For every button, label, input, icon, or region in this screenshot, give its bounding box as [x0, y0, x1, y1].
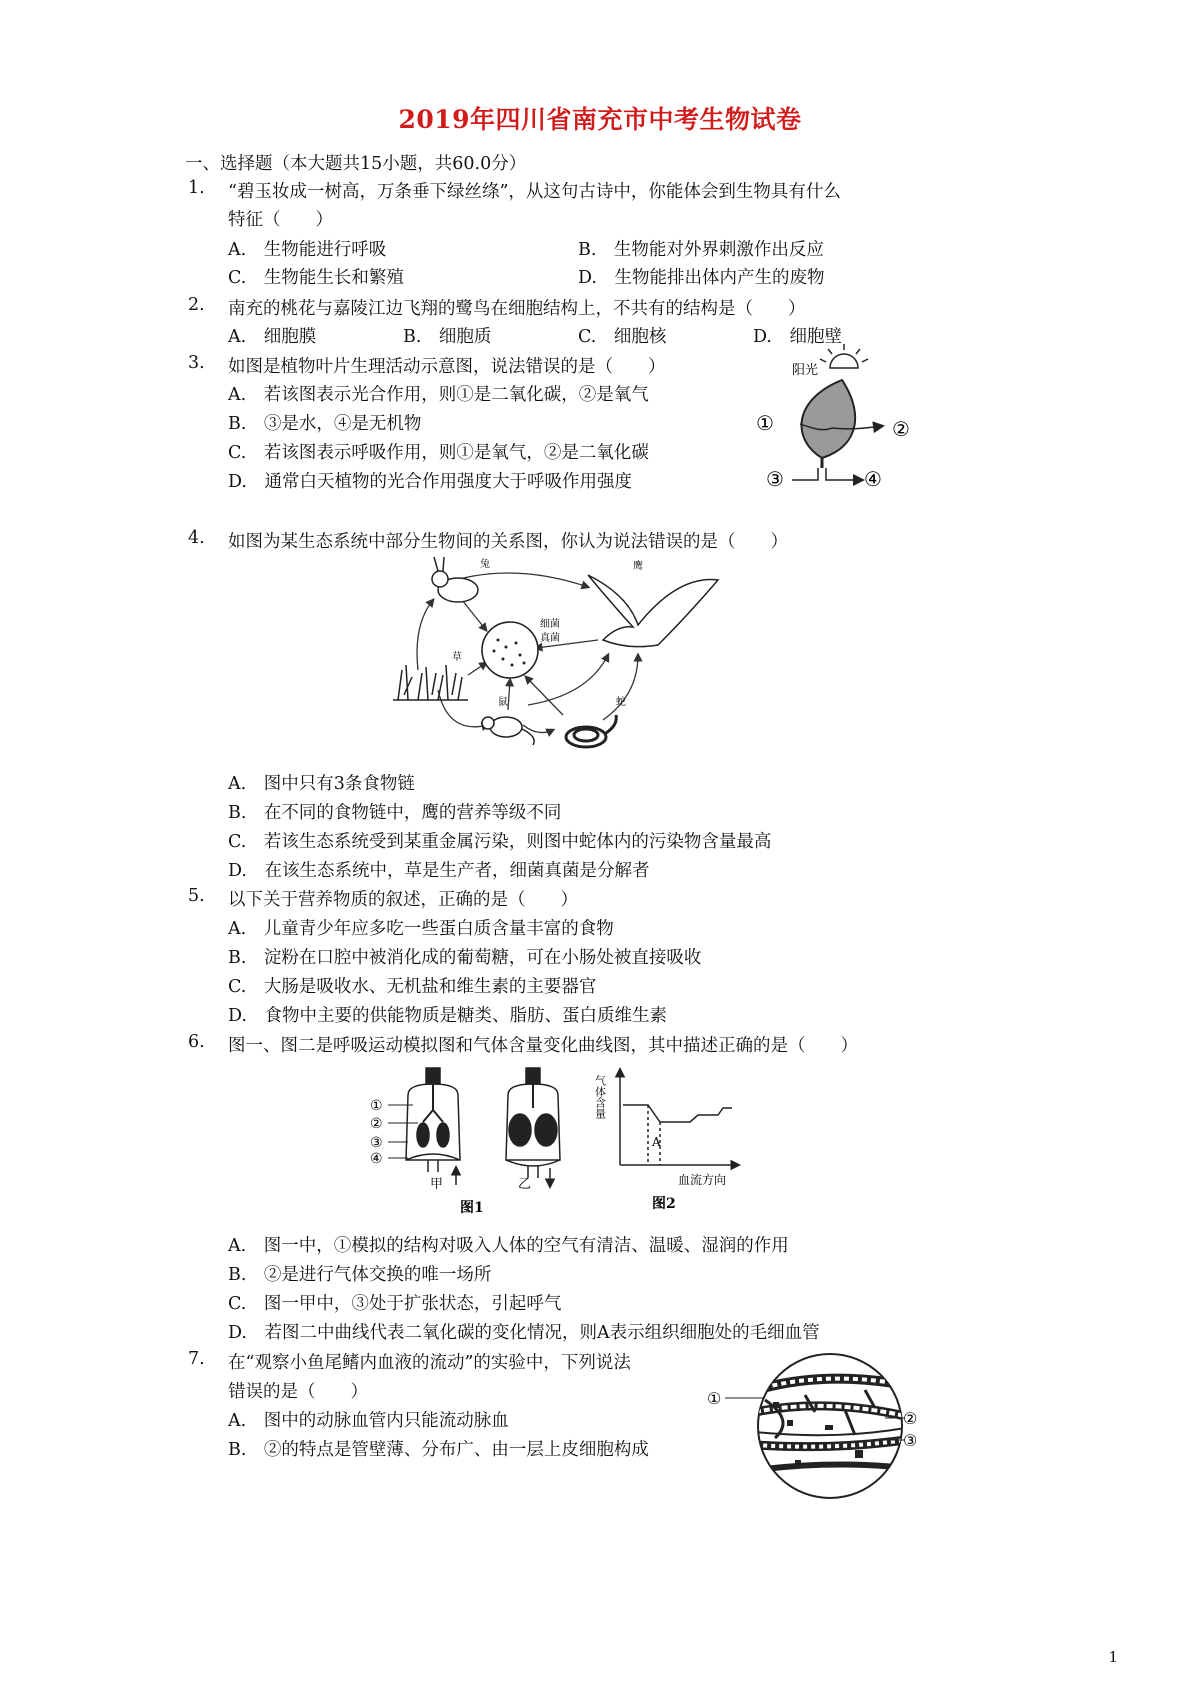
- option-b: B. ②是进行气体交换的唯一场所: [228, 1265, 492, 1285]
- option-b: B. 细胞质: [403, 327, 492, 347]
- page-number: 1: [1108, 1648, 1118, 1666]
- question-number: 4.: [188, 528, 205, 548]
- marker-1: ①: [370, 1098, 383, 1114]
- label-mouse: 鼠: [498, 697, 508, 708]
- marker-3: ③: [903, 1431, 918, 1450]
- sun-icon: [820, 344, 868, 368]
- jar-label-yi: 乙: [518, 1177, 532, 1192]
- option-c: C. 图一甲中，③处于扩张状态，引起呼气: [228, 1294, 562, 1314]
- grass-icon: [393, 665, 468, 700]
- section-header: 一、选择题（本大题共15小题，共60.0分）: [185, 154, 527, 174]
- y-axis-label: 气体含量: [593, 1075, 607, 1119]
- option-d: D. 在该生态系统中，草是生产者，细菌真菌是分解者: [228, 861, 650, 881]
- option-d: D. 食物中主要的供能物质是糖类、脂肪、蛋白质维生素: [228, 1006, 667, 1026]
- marker-2: ②: [903, 1409, 918, 1428]
- mouse-icon: [482, 717, 534, 745]
- label-fungi: 真菌: [540, 633, 560, 644]
- option-b: B. 生物能对外界刺激作出反应: [578, 240, 824, 260]
- option-a: A. 图中只有3条食物链: [228, 774, 415, 794]
- option-b: B. ②的特点是管壁薄、分布广、由一层上皮细胞构成: [228, 1440, 649, 1460]
- label-snake: 蛇: [616, 697, 626, 708]
- option-a: A. 图中的动脉血管内只能流动脉血: [228, 1411, 509, 1431]
- page-title: 2019年四川省南充市中考生物试卷: [398, 105, 802, 134]
- option-c: C. 大肠是吸收水、无机盐和维生素的主要器官: [228, 977, 597, 997]
- jar-jia: [406, 1068, 460, 1185]
- question-number: 5.: [188, 886, 205, 906]
- leaf-diagram: [752, 340, 922, 500]
- option-a: A. 细胞膜: [228, 327, 317, 347]
- question-number: 2.: [188, 295, 205, 315]
- question-stem: 特征（ ）: [228, 210, 333, 230]
- label-eagle: 鹰: [633, 561, 643, 572]
- option-a: A. 图一中，①模拟的结构对吸入人体的空气有清洁、温暖、湿润的作用: [228, 1236, 789, 1256]
- option-b: B. 淀粉在口腔中被消化成的葡萄糖，可在小肠处被直接吸收: [228, 948, 702, 968]
- question-number: 3.: [188, 353, 205, 373]
- x-axis-label: 血流方向: [678, 1173, 727, 1187]
- option-d: D. 细胞壁: [753, 327, 842, 347]
- option-c: C. 生物能生长和繁殖: [228, 268, 404, 288]
- leaf-icon: [802, 380, 856, 458]
- marker-2: ②: [892, 417, 910, 441]
- marker-4: ④: [370, 1151, 383, 1167]
- marker-3: ③: [370, 1135, 383, 1151]
- fish-tail-blood-diagram: [705, 1350, 925, 1505]
- question-stem: 在“观察小鱼尾鳍内血液的流动”的实验中，下列说法: [228, 1353, 631, 1373]
- marker-1: ①: [756, 411, 774, 435]
- question-stem: 以下关于营养物质的叙述，正确的是（ ）: [228, 890, 578, 910]
- curve-label-a: A: [652, 1135, 661, 1149]
- rabbit-icon: [432, 557, 478, 602]
- snake-icon: [566, 715, 616, 747]
- fig1-caption: 图1: [460, 1200, 484, 1216]
- question-stem: 南充的桃花与嘉陵江边飞翔的鹭鸟在细胞结构上，不共有的结构是（ ）: [228, 299, 806, 319]
- label-grass: 草: [452, 652, 462, 663]
- question-stem: 图一、图二是呼吸运动模拟图和气体含量变化曲线图，其中描述正确的是（ ）: [228, 1036, 858, 1056]
- option-c: C. 若该图表示呼吸作用，则①是氧气，②是二氧化碳: [228, 443, 649, 463]
- option-a: A. 生物能进行呼吸: [228, 240, 387, 260]
- question-stem: 错误的是（ ）: [228, 1382, 368, 1402]
- question-number: 7.: [188, 1349, 205, 1369]
- question-stem: “碧玉妆成一树高，万条垂下绿丝绦”，从这句古诗中，你能体会到生物具有什么: [228, 182, 841, 202]
- option-d: D. 若图二中曲线代表二氧化碳的变化情况，则A表示组织细胞处的毛细血管: [228, 1323, 820, 1343]
- jar-yi: [506, 1068, 560, 1186]
- jar-label-jia: 甲: [430, 1177, 444, 1192]
- marker-1: ①: [707, 1389, 722, 1408]
- marker-3: ③: [766, 467, 784, 491]
- option-c: C. 若该生态系统受到某重金属污染，则图中蛇体内的污染物含量最高: [228, 832, 772, 852]
- option-a: A. 若该图表示光合作用，则①是二氧化碳，②是氧气: [228, 385, 649, 405]
- option-b: B. 在不同的食物链中，鹰的营养等级不同: [228, 803, 562, 823]
- gas-curve-chart: [620, 1070, 738, 1165]
- question-stem: 如图是植物叶片生理活动示意图，说法错误的是（ ）: [228, 357, 666, 377]
- sun-label: 阳光: [792, 363, 819, 378]
- label-rabbit: 兔: [480, 559, 490, 570]
- question-number: 1.: [188, 178, 205, 198]
- question-number: 6.: [188, 1032, 205, 1052]
- label-bacteria: 细菌: [540, 619, 560, 630]
- option-b: B. ③是水，④是无机物: [228, 414, 422, 434]
- breathing-model-diagram: [368, 1060, 748, 1230]
- question-stem: 如图为某生态系统中部分生物间的关系图，你认为说法错误的是（ ）: [228, 532, 788, 552]
- option-a: A. 儿童青少年应多吃一些蛋白质含量丰富的食物: [228, 919, 614, 939]
- marker-4: ④: [864, 467, 882, 491]
- eagle-icon: [588, 575, 718, 647]
- fig2-caption: 图2: [652, 1196, 676, 1212]
- microbe-circle: [482, 622, 538, 678]
- marker-2: ②: [370, 1116, 383, 1132]
- option-d: D. 通常白天植物的光合作用强度大于呼吸作用强度: [228, 472, 632, 492]
- food-web-diagram: [388, 555, 728, 760]
- option-d: D. 生物能排出体内产生的废物: [578, 268, 825, 288]
- option-c: C. 细胞核: [578, 327, 667, 347]
